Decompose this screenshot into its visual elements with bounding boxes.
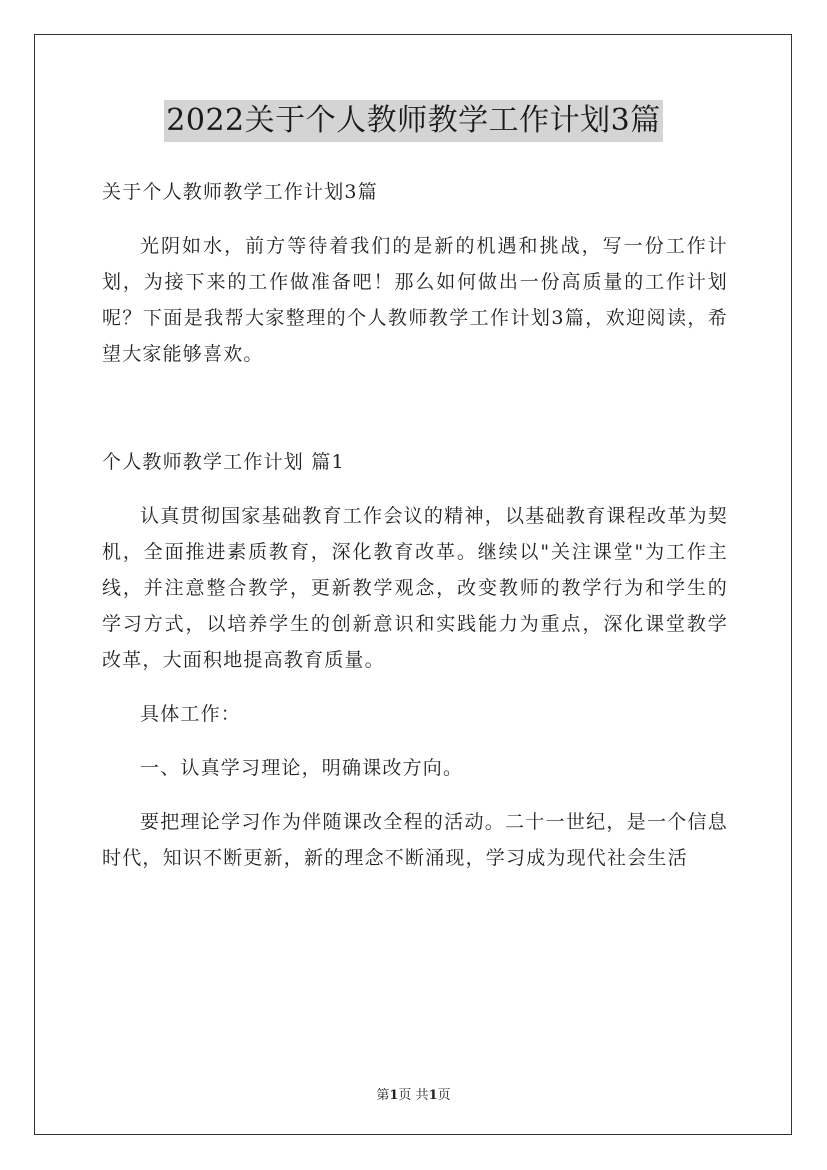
intro-paragraph: 光阴如水，前方等待着我们的是新的机遇和挑战，写一份工作计划，为接下来的工作做准备吧！那么如何做出一份高质量的工作计划呢？下面是我帮大家整理的个人教师教学工作计划3篇，欢迎阅读，希望大家能够喜欢。 <box>102 235 728 365</box>
item-heading: 一、认真学习理论，明确课改方向。 <box>140 757 464 779</box>
page-current: 1 <box>389 1088 399 1103</box>
page-prefix: 第 <box>376 1088 390 1103</box>
work-label: 具体工作： <box>140 703 242 725</box>
document-body <box>102 174 728 894</box>
title-container <box>0 100 827 142</box>
paragraph-spacer <box>102 390 728 444</box>
section-heading: 个人教师教学工作计划 篇1 <box>102 451 345 473</box>
page-footer <box>0 1084 827 1103</box>
item-paragraph: 要把理论学习作为伴随课改全程的活动。二十一世纪，是一个信息时代，知识不断更新，新的理念不断涌现，学习成为现代社会生活 <box>102 811 728 869</box>
section-paragraph: 认真贯彻国家基础教育工作会议的精神，以基础教育课程改革为契机，全面推进素质教育，深化教育改革。继续以"关注课堂"为工作主线，并注意整合教学，更新教学观念，改变教师的教学行为和学生的学习方式，以培养学生的创新意识和实践能力为重点，深化课堂教学改革，大面积地提高教育质量。 <box>102 505 728 671</box>
page-total: 1 <box>428 1088 438 1103</box>
document-subtitle: 关于个人教师教学工作计划3篇 <box>102 181 378 203</box>
page-suffix: 页 <box>437 1088 451 1103</box>
page-mid: 页 共 <box>398 1088 429 1103</box>
document-title: 2022关于个人教师教学工作计划3篇 <box>164 100 662 142</box>
